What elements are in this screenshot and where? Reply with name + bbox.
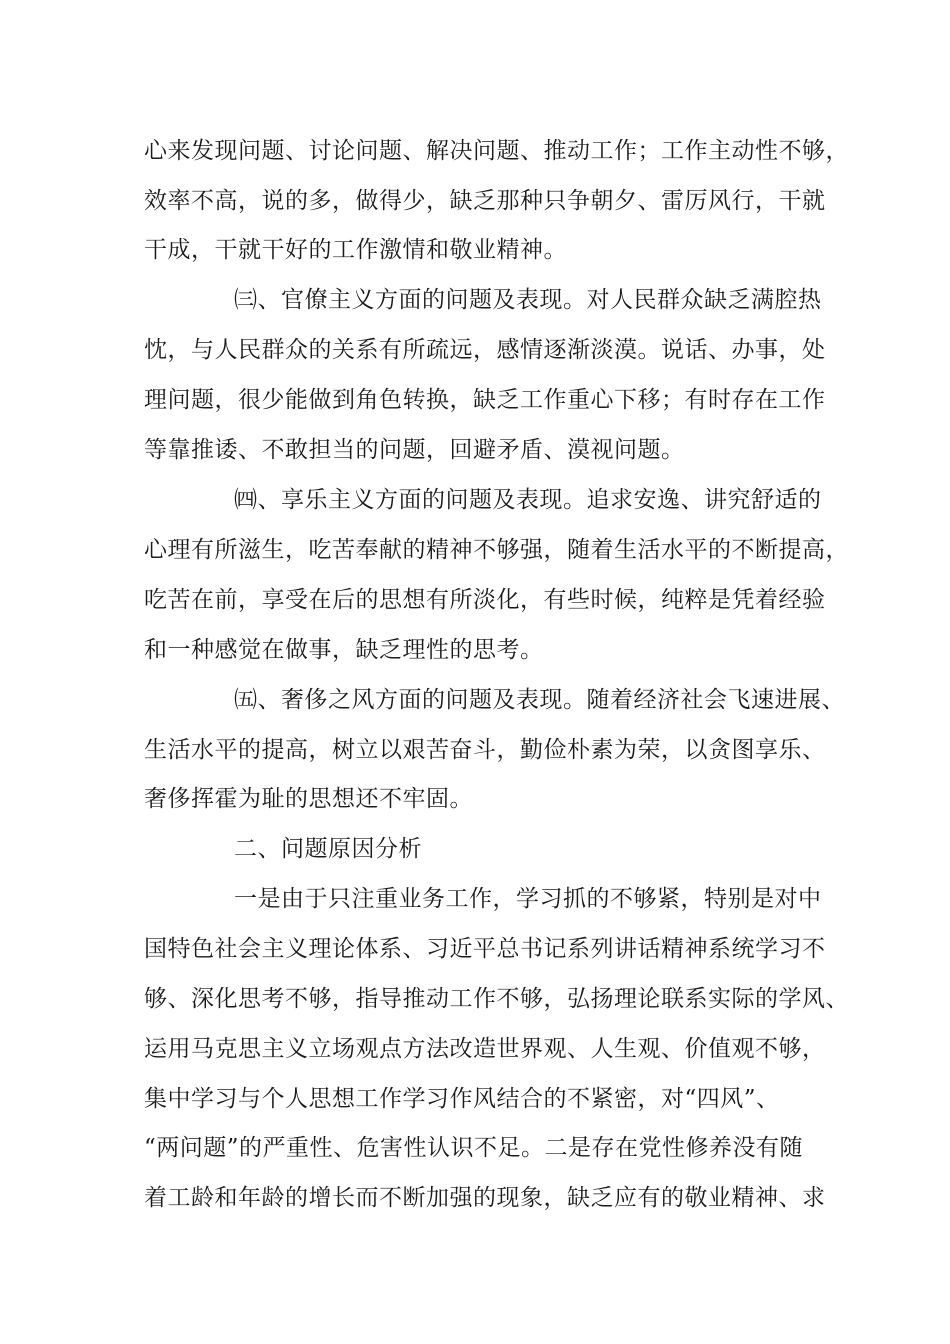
body-text-line: “两问题”的严重性、危害性认识不足。二是存在党性修养没有随 (144, 1135, 804, 1161)
body-text-line: 干成，干就干好的工作激情和敬业精神。 (144, 237, 567, 263)
body-text-line: 生活水平的提高，树立以艰苦奋斗，勤俭朴素为荣，以贪图享乐、 (144, 737, 826, 763)
body-text-line: 吃苦在前，享受在后的思想有所淡化，有些时候，纯粹是凭着经验 (144, 587, 826, 613)
body-text-line: 心来发现问题、讨论问题、解决问题、推动工作；工作主动性不够， (144, 138, 849, 164)
body-text-line: 等靠推诿、不敢担当的问题，回避矛盾、漠视问题。 (144, 437, 685, 463)
body-text-line: 够、深化思考不够，指导推动工作不够，弘扬理论联系实际的学风、 (144, 986, 849, 1012)
body-text-line: 集中学习与个人思想工作学习作风结合的不紧密，对“四风”、 (144, 1086, 780, 1112)
body-text-line: 忱，与人民群众的关系有所疏远，感情逐渐淡漠。说话、办事，处 (144, 337, 826, 363)
body-text-line: 效率不高，说的多，做得少，缺乏那种只争朝夕、雷厉风行，干就 (144, 188, 826, 214)
body-text-line: 心理有所滋生，吃苦奉献的精神不够强，随着生活水平的不断提高， (144, 537, 849, 563)
section-heading-line: ㈣、享乐主义方面的问题及表现。追求安逸、讲究舒适的 (234, 487, 822, 513)
body-text-line: 和一种感觉在做事，缺乏理性的思考。 (144, 637, 544, 663)
body-text-line: 一是由于只注重业务工作，学习抓的不够紧，特别是对中 (234, 886, 822, 912)
body-text-line: 着工龄和年龄的增长而不断加强的现象，缺乏应有的敬业精神、求 (144, 1185, 826, 1211)
body-text-line: 奢侈挥霍为耻的思想还不牢固。 (144, 786, 473, 812)
section-heading-line: ㈢、官僚主义方面的问题及表现。对人民群众缺乏满腔热 (234, 287, 822, 313)
section-heading-line: ㈤、奢侈之风方面的问题及表现。随着经济社会飞速进展、 (234, 687, 845, 713)
body-text-line: 运用马克思主义立场观点方法改造世界观、人生观、价值观不够， (144, 1036, 826, 1062)
section-heading: 二、问题原因分析 (234, 836, 422, 862)
body-text-line: 国特色社会主义理论体系、习近平总书记系列讲话精神系统学习不 (144, 936, 826, 962)
body-text-line: 理问题，很少能做到角色转换，缺乏工作重心下移；有时存在工作 (144, 387, 826, 413)
